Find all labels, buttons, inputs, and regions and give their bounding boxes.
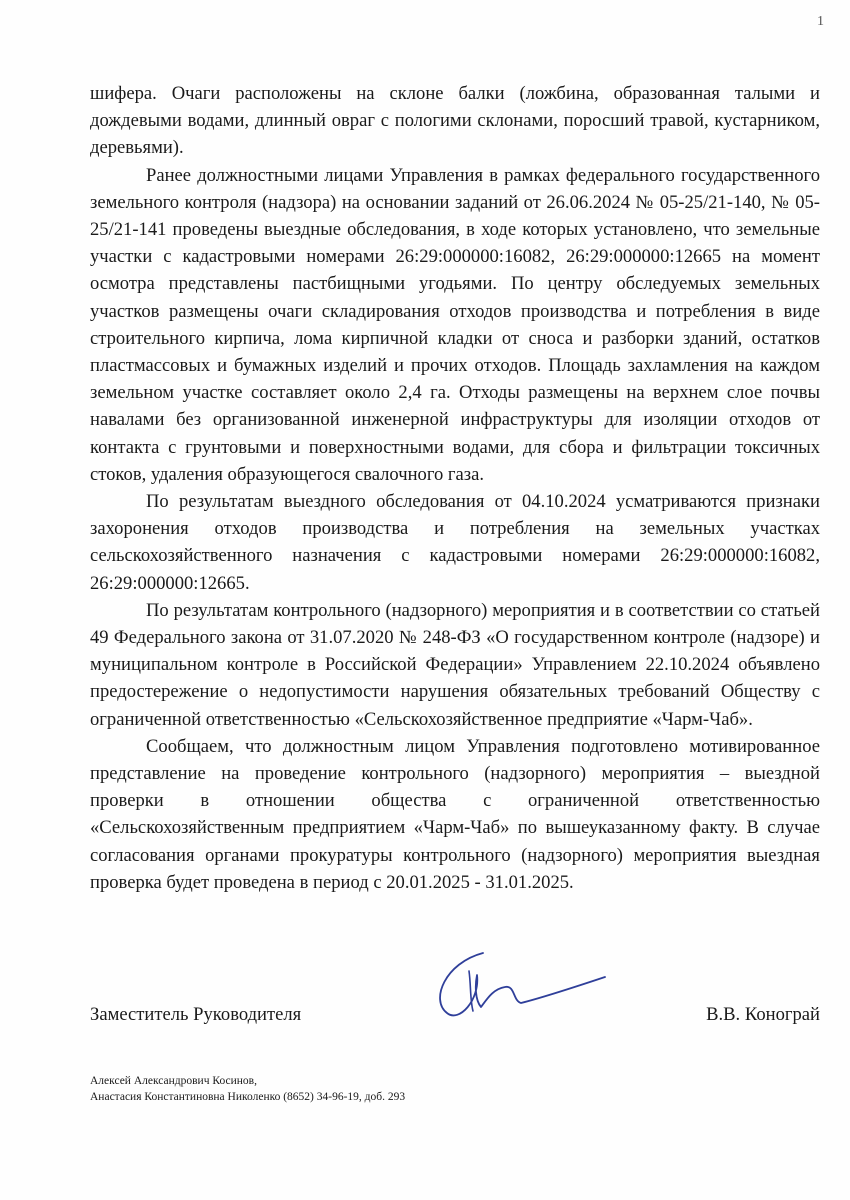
paragraph-field-survey-result: По результатам выездного обследования от 04.10.2024 усматриваются признаки захоронения отходов производства и потребления на земельных участках сельскохозяйственного назначения с кадастровыми номерами 26:29:000000:16082, 26:29:000000:12665.	[90, 491, 820, 594]
executor-line: Анастасия Константиновна Николенко (8652) 34-96-19, доб. 293	[90, 1091, 406, 1103]
paragraph-warning-issued: По результатам контрольного (надзорного) мероприятия и в соответствии со статьей 49 Федерального закона от 31.07.2020 № 248-ФЗ «О государственном контроле (надзоре) и муниципальном контроле в Российской Федерации» Управлением 22.10.2024 объявлено предостережение о недопустимости нарушения обязательных требований Обществу с ограниченной ответственностью «Сельскохозяйственное предприятие «Чарм-Чаб».	[90, 599, 820, 730]
signatory-name: В.В. Конограй	[706, 1004, 820, 1025]
paragraph-continuation: шифера. Очаги расположены на склоне балки (ложбина, образованная талыми и дождевыми водами, длинный овраг с пологими склонами, поросший травой, кустарником, деревьями).	[90, 83, 820, 159]
letter-body	[90, 80, 820, 896]
signature-block	[90, 1004, 820, 1040]
executor-line: Алексей Александрович Косинов,	[90, 1075, 257, 1087]
paragraph-planned-inspection: Сообщаем, что должностным лицом Управления подготовлено мотивированное представление на проведение контрольного (надзорного) мероприятия – выездной проверки в отношении общества с ограниченной ответственностью «Сельскохозяйственным предприятием «Чарм-Чаб» по вышеуказанному факту. В случае согласования органами прокуратуры контрольного (надзорного) мероприятия выездная проверка будет проведена в период с 20.01.2025 - 31.01.2025.	[90, 735, 820, 893]
page-corner-mark: 1	[817, 14, 824, 29]
signatory-title: Заместитель Руководителя	[90, 1004, 302, 1025]
paragraph-inspection-findings: Ранее должностными лицами Управления в рамках федерального государственного земельного контроля (надзора) на основании заданий от 26.06.2024 № 05-25/21-140, № 05-25/21-141 проведены выездные обследования, в ходе которых установлено, что земельные участки с кадастровыми номерами 26:29:000000:16082, 26:29:000000:12665 на момент осмотра представлены пастбищными угодьями. По центру обследуемых земельных участков размещены очаги складирования отходов производства и потребления в виде строительного кирпича, лома кирпичной кладки от сноса и разборки зданий, остатков пластмассовых и бумажных изделий и прочих отходов. Площадь захламления на каждом земельном участке составляет около 2,4 га. Отходы размещены на верхнем слое почвы навалами без организованной инженерной инфраструктуры для изоляции отходов от контакта с грунтовыми и поверхностными водами, для сбора и фильтрации токсичных стоков, удаления образующегося свалочного газа.	[90, 164, 820, 485]
executors-block	[90, 1073, 405, 1105]
